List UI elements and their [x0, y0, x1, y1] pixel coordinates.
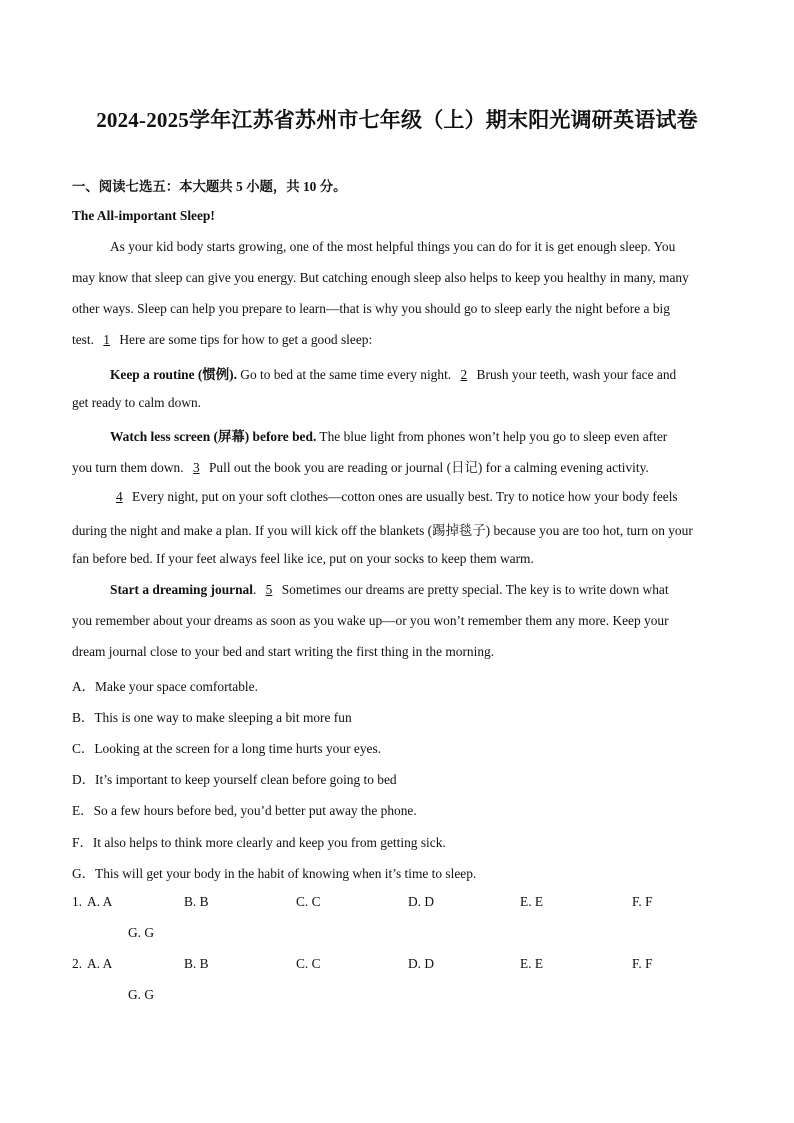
q1-choice-a[interactable]: A. A	[87, 894, 113, 909]
q2-choice-c[interactable]: C. C	[296, 956, 321, 971]
p4-line1	[110, 489, 678, 505]
option-e: E．So a few hours before bed, you’d better put away the phone.	[72, 803, 417, 818]
q2-choice-a[interactable]: A. A	[87, 956, 113, 971]
blank-3[interactable]: 3	[192, 460, 200, 475]
blank-4[interactable]: 4	[116, 489, 123, 504]
blank-1[interactable]: 1	[103, 332, 110, 347]
p1-line1: As your kid body starts growing, one of the most helpful things you can do for it is get enough sleep. You	[110, 239, 676, 254]
section-heading: 一、阅读七选五：本大题共 5 小题，共 10 分。	[72, 179, 347, 194]
p5-line2: you remember about your dreams as soon as you wake up—or you won’t remember them any more. Keep your	[72, 613, 669, 628]
p4-line2: during the night and make a plan. If you will kick off the blankets (踢掉毯子) because you are too hot, turn on your	[72, 523, 693, 538]
p1-line4	[72, 332, 372, 348]
p2-text-a: Go to bed at the same time every night.	[236, 367, 455, 382]
p2-text-b: Brush your teeth, wash your face and	[473, 367, 677, 382]
p2-line2: get ready to calm down.	[72, 395, 202, 410]
p5-text-a: Sometimes our dreams are pretty special. The key is to write down what	[278, 582, 669, 597]
q1-choice-b[interactable]: B. B	[184, 894, 209, 909]
p3-line1	[110, 426, 667, 445]
p4-line3: fan before bed. If your feet always feel like ice, put on your socks to keep them warm.	[72, 551, 534, 566]
p3-line2	[72, 457, 649, 476]
option-a: A．Make your space comfortable.	[72, 679, 258, 694]
p3-text-c: Pull out the book you are reading or journal (日记) for a calming evening activity.	[205, 460, 649, 475]
p5-line1	[110, 582, 669, 598]
blank-2[interactable]: 2	[460, 367, 468, 382]
p2-line1	[110, 364, 676, 383]
p3-text-b: you turn them down.	[72, 460, 187, 475]
q2-choice-e[interactable]: E. E	[520, 956, 544, 971]
blank-5[interactable]: 5	[265, 582, 273, 597]
page-title: 2024-2025学年江苏省苏州市七年级（上）期末阳光调研英语试卷	[96, 108, 698, 132]
p5-line3: dream journal close to your bed and start writing the first thing in the morning.	[72, 644, 495, 659]
option-c: C．Looking at the screen for a long time hurts your eyes.	[72, 741, 382, 756]
p1-text-a: test.	[72, 332, 98, 347]
p1-line2: may know that sleep can give you energy. But catching enough sleep also helps to keep you healthy in many, many	[72, 270, 689, 285]
q1-choice-e[interactable]: E. E	[520, 894, 544, 909]
q1-choice-c[interactable]: C. C	[296, 894, 321, 909]
option-f: F．It also helps to think more clearly and keep you from getting sick.	[72, 835, 446, 850]
q1-choice-g[interactable]: G. G	[128, 925, 155, 940]
p2-heading: Keep a routine (惯例).	[110, 367, 237, 382]
q2-choice-g[interactable]: G. G	[128, 987, 155, 1002]
p3-heading: Watch less screen (屏幕) before bed.	[110, 429, 317, 444]
q2-choice-d[interactable]: D. D	[408, 956, 435, 971]
p5-heading: Start a dreaming journal	[110, 582, 253, 597]
p4-text-a: Every night, put on your soft clothes—cotton ones are usually best. Try to notice how your body feels	[128, 489, 678, 504]
option-b: B．This is one way to make sleeping a bit more fun	[72, 710, 352, 725]
passage-title: The All-important Sleep!	[72, 208, 215, 223]
question-1-number: 1.	[72, 894, 83, 909]
p1-text-b: Here are some tips for how to get a good sleep:	[116, 332, 373, 347]
p5-text-dot: .	[252, 582, 260, 597]
option-g: G．This will get your body in the habit of knowing when it’s time to sleep.	[72, 866, 477, 881]
option-d: D．It’s important to keep yourself clean before going to bed	[72, 772, 397, 787]
p1-line3: other ways. Sleep can help you prepare to learn—that is why you should go to sleep early the night before a big	[72, 301, 670, 316]
q2-choice-f[interactable]: F. F	[632, 956, 653, 971]
q1-choice-f[interactable]: F. F	[632, 894, 653, 909]
p3-text-a: The blue light from phones won’t help you go to sleep even after	[316, 429, 668, 444]
q1-choice-d[interactable]: D. D	[408, 894, 435, 909]
question-2-number: 2.	[72, 956, 83, 971]
q2-choice-b[interactable]: B. B	[184, 956, 209, 971]
